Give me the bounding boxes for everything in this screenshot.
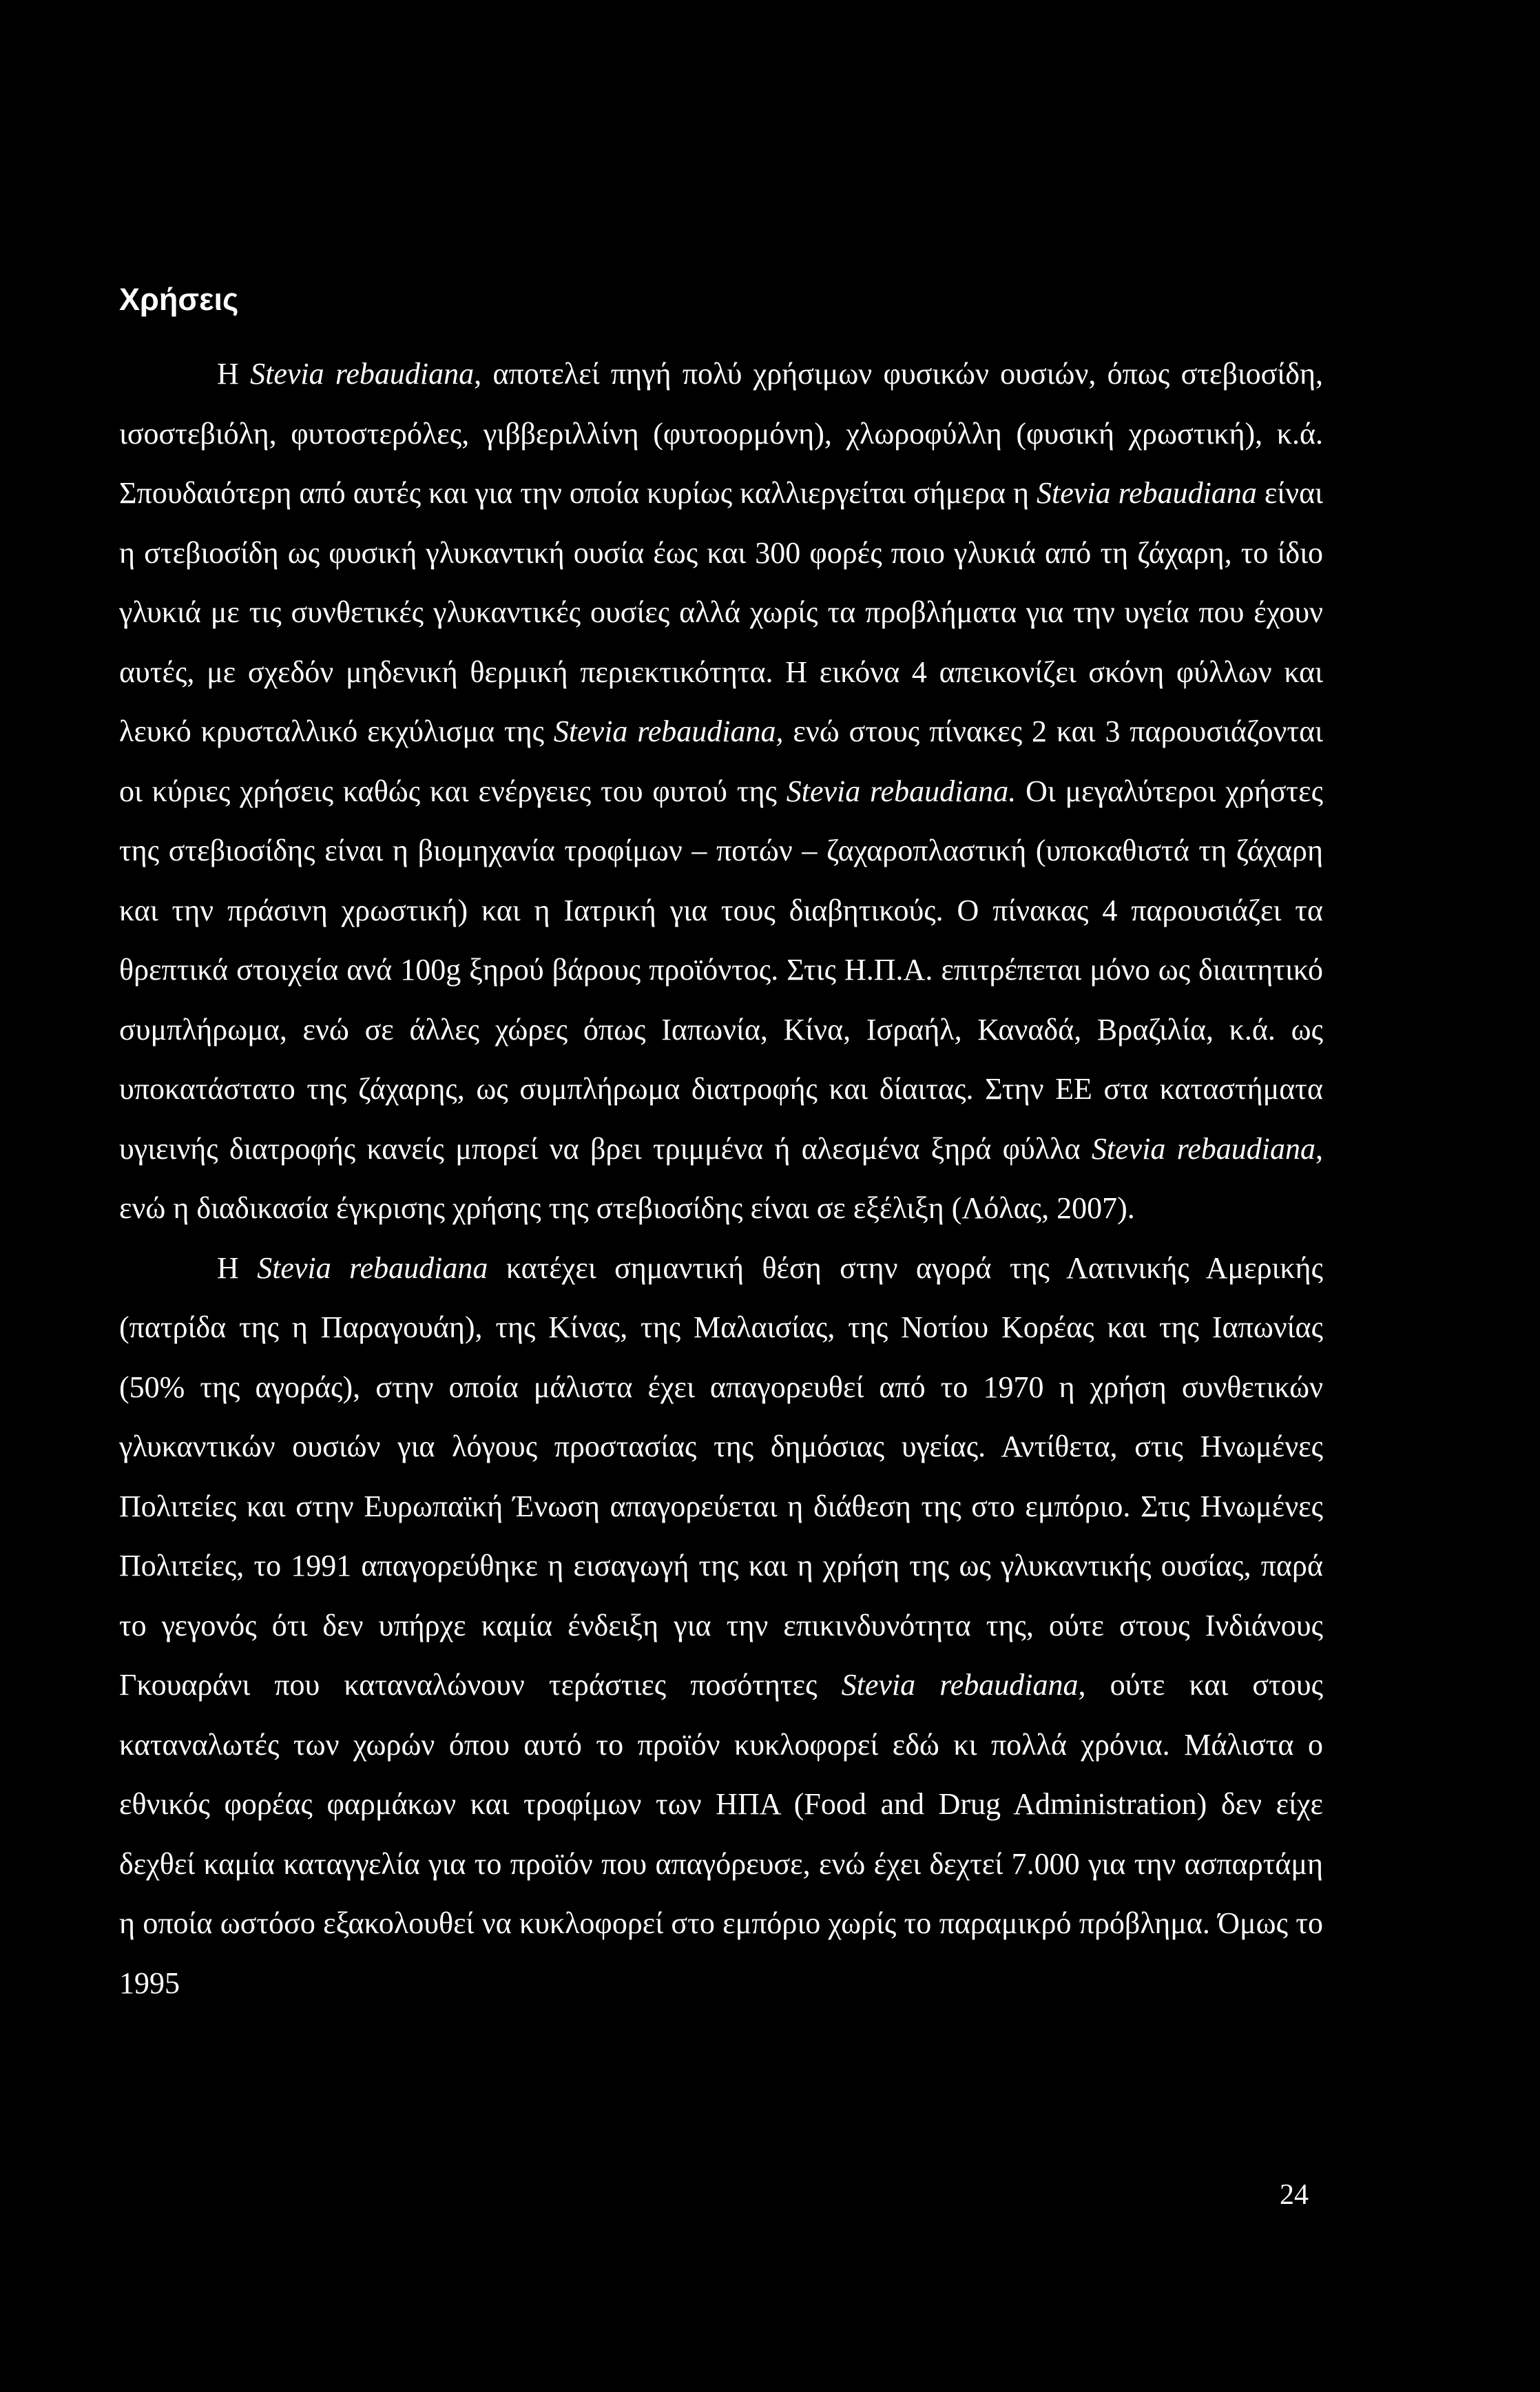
species-name: Stevia rebaudiana (250, 357, 475, 391)
text-segment: ενώ στους πίνακες 2 και 3 παρουσιάζονται οι κύριες χρήσεις καθώς και ενέργειες του φυτού της (119, 714, 1323, 808)
text-segment: Η (217, 357, 251, 391)
text-segment: κατέχει σημαντική θέση στην αγορά της Λατινικής Αμερικής (πατρίδα της η Παραγουάη), της Κίνας, της Μαλαισίας, της Νοτίου Κορέας και της Ιαπωνίας (50% της αγοράς), στην οποία μάλιστα έχει απαγορευθεί από το 1970 η χρήση συνθετικών γλυκαντικών ουσιών για λόγους προστασίας της δημόσιας υγείας. Αντίθετα, στις Ηνωμένες Πολιτείες και στην Ευρωπαϊκή Ένωση απαγορεύεται η διάθεση της στο εμπόριο. Στις Ηνωμένες Πολιτείες, το 1991 απαγορεύθηκε η εισαγωγή της και η χρήση της ως γλυκαντικής ουσίας, παρά το γεγονός ότι δεν υπήρχε καμία ένδειξη για την επικινδυνότητα της, ούτε στους Ινδιάνους Γκουαράνι που καταναλώνουν τεράστιες ποσότητες (119, 1250, 1323, 1702)
species-name: Stevia rebaudiana. (786, 774, 1017, 808)
section-heading: Χρήσεις (119, 282, 239, 317)
species-name: Stevia rebaudiana (257, 1250, 488, 1285)
text-segment: Η (217, 1250, 258, 1285)
species-name: Stevia rebaudiana (1037, 476, 1257, 510)
page-number: 24 (1280, 2179, 1309, 2211)
paragraph-1 (119, 344, 1323, 1239)
species-name: Stevia rebaudiana (841, 1668, 1079, 1702)
text-segment: , αποτελεί πηγή πολύ χρήσιμων φυσικών ουσιών, όπως στεβιοσίδη, ισοστεβιόλη, φυτοστερόλες, γιββεριλλίνη (φυτοορμόνη), χλωροφύλλη (φυσική χρωστική), κ.ά. Σπουδαιότερη από αυτές και για την οποία κυρίως καλλιεργείται σήμερα η (119, 357, 1323, 510)
species-name: Stevia rebaudiana, (553, 714, 784, 748)
text-segment: , ενώ η διαδικασία έγκρισης χρήσης της στεβιοσίδης είναι σε εξέλιξη (Λόλας, 2007). (119, 1131, 1323, 1225)
species-name: Stevia rebaudiana (1091, 1131, 1315, 1166)
text-segment: είναι η στεβιοσίδη ως φυσική γλυκαντική ουσία έως και 300 φορές ποιο γλυκιά από τη ζάχαρη, το ίδιο γλυκιά με τις συνθετικές γλυκαντικές ουσίες αλλά χωρίς τα προβλήματα για την υγεία που έχουν αυτές, με σχεδόν μηδενική θερμική περιεκτικότητα. Η εικόνα 4 απεικονίζει σκόνη φύλλων και λευκό κρυσταλλικό εκχύλισμα της (119, 476, 1323, 748)
paragraph-2 (119, 1239, 1323, 2014)
document-body (119, 276, 1323, 2013)
text-segment: , ούτε και στους καταναλωτές των χωρών όπου αυτό το προϊόν κυκλοφορεί εδώ κι πολλά χρόνια. Μάλιστα ο εθνικός φορέας φαρμάκων και τροφίμων των ΗΠΑ (Food and Drug Administration) δεν είχε δεχθεί καμία καταγγελία για το προϊόν που απαγόρευσε, ενώ έχει δεχτεί 7.000 για την ασπαρτάμη η οποία ωστόσο εξακολουθεί να κυκλοφορεί στο εμπόριο χωρίς το παραμικρό πρόβλημα. Όμως το 1995 (119, 1668, 1324, 2000)
text-segment: Οι μεγαλύτεροι χρήστες της στεβιοσίδης είναι η βιομηχανία τροφίμων – ποτών – ζαχαροπλαστική (υποκαθιστά τη ζάχαρη και την πράσινη χρωστική) και η Ιατρική για τους διαβητικούς. Ο πίνακας 4 παρουσιάζει τα θρεπτικά στοιχεία ανά 100g ξηρού βάρους προϊόντος. Στις Η.Π.Α. επιτρέπεται μόνο ως διαιτητικό συμπλήρωμα, ενώ σε άλλες χώρες όπως Ιαπωνία, Κίνα, Ισραήλ, Καναδά, Βραζιλία, κ.ά. ως υποκατάστατο της ζάχαρης, ως συμπλήρωμα διατροφής και δίαιτας. Στην ΕΕ στα καταστήματα υγιεινής διατροφής κανείς μπορεί να βρει τριμμένα ή αλεσμένα ξηρά φύλλα (119, 774, 1323, 1166)
